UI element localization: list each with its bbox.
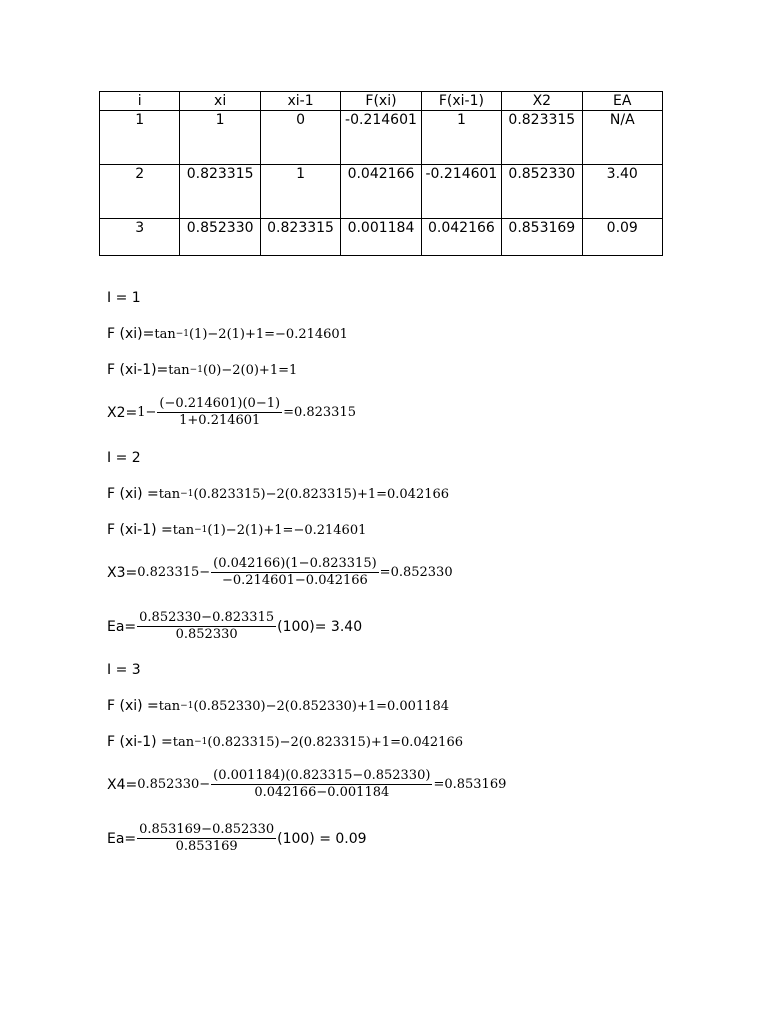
header-xi-1: xi-1 — [260, 92, 340, 111]
math-expression: tan −1 (0.823315)−2(0.823315)+1=0.042166 — [158, 486, 450, 502]
math-expression: tan −1 (0)−2(0)+1=1 — [168, 362, 298, 378]
math-expression: tan −1 (0.823315)−2(0.823315)+1=0.042166 — [172, 734, 463, 750]
math-expression — [136, 822, 277, 855]
math-expression: 0.823315− $\frac{(0.042166)(1-0.823315)}{-0.214601-0.042166}$ =0.852330 — [137, 556, 453, 588]
table-cell: N/A — [582, 111, 662, 165]
table-row — [100, 219, 663, 256]
iter1-fxi-1: F (xi-1)= tan −1 (0)−2(0)+1=1 — [107, 362, 298, 378]
math-expression: tan −1 (1)−2(1)+1=−0.214601 — [172, 522, 367, 538]
table-header-row — [100, 92, 663, 111]
table-row — [100, 111, 663, 165]
table-cell: 1 — [180, 111, 260, 165]
table-cell: 0.853169 — [502, 219, 582, 256]
table-cell: 2 — [100, 165, 180, 219]
fraction: $\frac{0.853169-0.852330}{0.853169}$ — [139, 822, 275, 854]
table-cell: 0.042166 — [341, 165, 421, 219]
table-cell: 0.852330 — [180, 219, 260, 256]
fraction: $\frac{(0.042166)(1-0.823315)}{-0.214601-0.042166}$ — [213, 556, 377, 588]
iter2-fxi-1: F (xi-1) = tan −1 (1)−2(1)+1=−0.214601 — [107, 522, 367, 538]
iter2-x3: X3= 0.823315− $\frac{(0.042166)(1-0.823315)}{-0.214601-0.042166}$ =0.852330 — [107, 556, 453, 588]
table-cell: 3.40 — [582, 165, 662, 219]
table-cell: -0.214601 — [341, 111, 421, 165]
math-expression: 1− $\frac{(-0.214601)(0-1)}{1+0.214601}$ =0.823315 — [137, 396, 356, 428]
table-cell: 0.823315 — [260, 219, 340, 256]
table-cell: 0 — [260, 111, 340, 165]
table-cell: 3 — [100, 219, 180, 256]
header-ea: EA — [582, 92, 662, 111]
table-cell: 0.09 — [582, 219, 662, 256]
iter2-fxi: F (xi) = tan −1 (0.823315)−2(0.823315)+1=0.042166 — [107, 486, 450, 502]
header-xi: xi — [180, 92, 260, 111]
math-expression: tan −1 (0.852330)−2(0.852330)+1=0.001184 — [158, 698, 450, 714]
table-cell: 0.042166 — [421, 219, 501, 256]
fraction: $\frac{(-0.214601)(0-1)}{1+0.214601}$ — [159, 396, 281, 428]
iter3-fxi: F (xi) = tan −1 (0.852330)−2(0.852330)+1=0.001184 — [107, 698, 450, 714]
table-cell: 0.001184 — [341, 219, 421, 256]
table-cell: 0.823315 — [502, 111, 582, 165]
iter3-heading: I = 3 — [107, 662, 141, 678]
table-row — [100, 165, 663, 219]
table-cell: 1 — [260, 165, 340, 219]
iteration-table — [99, 91, 663, 256]
math-expression: 0.852330− $\frac{(0.001184)(0.823315-0.852330)}{0.042166-0.001184}$ =0.853169 — [137, 768, 507, 800]
fraction: $\frac{0.852330-0.823315}{0.852330}$ — [139, 610, 275, 642]
iter3-x4: X4= 0.852330− $\frac{(0.001184)(0.823315-0.852330)}{0.042166-0.001184}$ =0.853169 — [107, 768, 507, 800]
iter1-x2: X2= 1− $\frac{(-0.214601)(0-1)}{1+0.214601}$ =0.823315 — [107, 396, 356, 428]
math-expression — [136, 610, 277, 643]
iter2-ea: Ea= $\frac{0.852330-0.823315}{0.852330}$ (100)= 3.40 — [107, 610, 363, 642]
iter1-fxi: F (xi)= tan −1 (1)−2(1)+1=−0.214601 — [107, 326, 348, 342]
table-cell: 1 — [421, 111, 501, 165]
table-cell: 0.823315 — [180, 165, 260, 219]
header-fxi: F(xi) — [341, 92, 421, 111]
iter2-heading: I = 2 — [107, 450, 141, 466]
header-fxi-1: F(xi-1) — [421, 92, 501, 111]
math-expression: tan −1 (1)−2(1)+1=−0.214601 — [154, 326, 348, 342]
header-i: i — [100, 92, 180, 111]
fraction: $\frac{(0.001184)(0.823315-0.852330)}{0.042166-0.001184}$ — [213, 768, 431, 800]
iter1-heading: I = 1 — [107, 290, 141, 306]
table-cell: 0.852330 — [502, 165, 582, 219]
table-cell: -0.214601 — [421, 165, 501, 219]
header-x2: X2 — [502, 92, 582, 111]
iter3-fxi-1: F (xi-1) = tan −1 (0.823315)−2(0.823315)+1=0.042166 — [107, 734, 463, 750]
table-cell: 1 — [100, 111, 180, 165]
iter3-ea: Ea= $\frac{0.853169-0.852330}{0.853169}$ (100) = 0.09 — [107, 822, 367, 854]
